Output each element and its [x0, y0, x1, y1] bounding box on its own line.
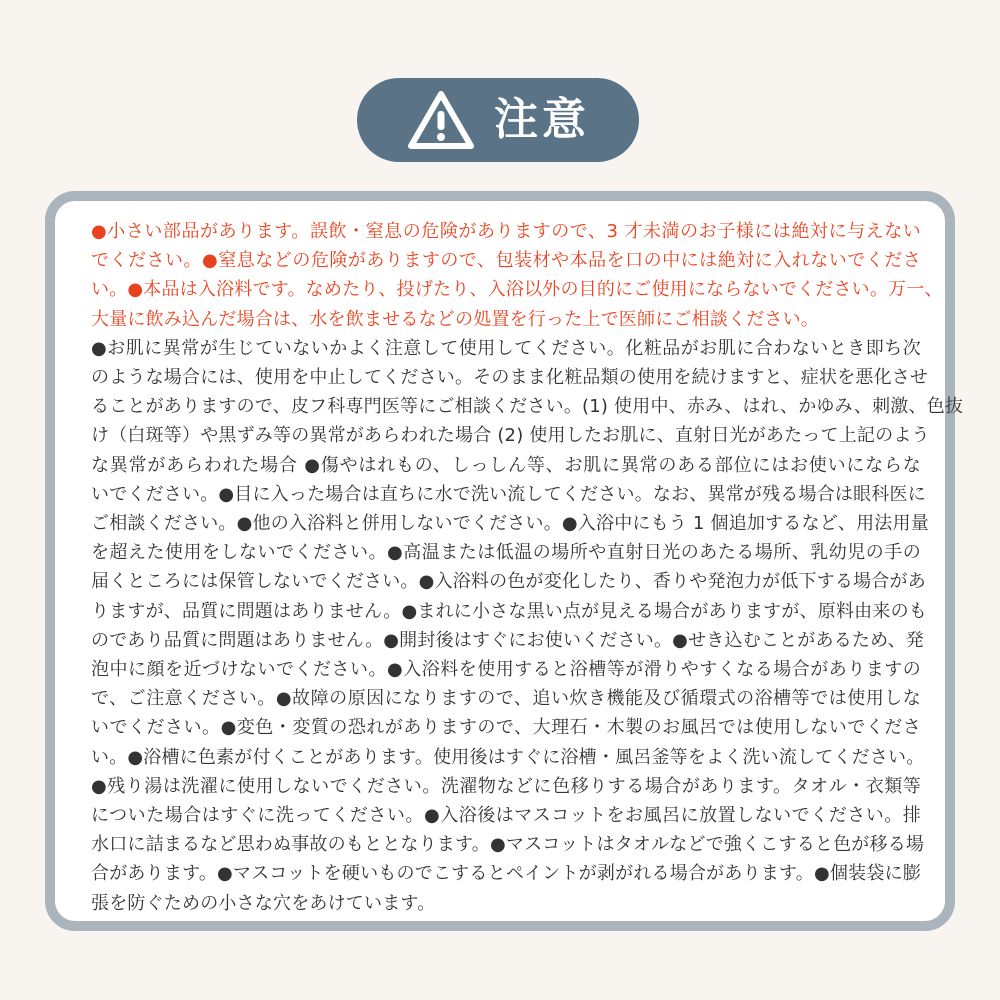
notice-line: け（白斑等）や黒ずみ等の異常があらわれた場合 (2) 使用したお肌に、直射日光があたって上記のよう	[91, 425, 930, 447]
notice-line: いでください。●変色・変質の恐れがありますので、大理石・木製のお風呂では使用しないでくださ	[91, 717, 921, 739]
notice-line: な異常があらわれた場合 ●傷やはれもの、しっしん等、お肌に異常のある部位にはお使いにならな	[91, 454, 921, 476]
header-title: 注意	[494, 94, 590, 145]
notice-line: を超えた使用をしないでください。●高温または低温の場所や直射日光のあたる場所、乳幼児の手の	[91, 542, 921, 564]
warning-triangle-icon	[406, 89, 476, 151]
notice-line: のであり品質に問題はありません。●開封後はすぐにお使いください。●せき込むことがあるため、発	[91, 629, 924, 651]
notice-line: 泡中に顔を近づけないでください。●入浴料を使用すると浴槽等が滑りやすくなる場合がありますの	[91, 659, 921, 681]
notice-line: ●お肌に異常が生じていないかよく注意して使用してください。化粧品がお肌に合わないとき即ち次	[91, 337, 921, 359]
notice-box	[45, 191, 964, 931]
notice-line: りますが、品質に問題はありません。●まれに小さな黒い点が見える場合がありますが、原料由来のも	[91, 600, 927, 622]
warning-header	[357, 78, 639, 162]
notice-line: 届くところには保管しないでください。●入浴料の色が変化したり、香りや発泡力が低下する場合があ	[91, 571, 926, 593]
warning-line: い。●本品は入浴料です。なめたり、投げたり、入浴以外の目的にご使用にならないでください。万一、	[91, 279, 943, 301]
notice-line: ることがありますので、皮フ科専門医等にご相談ください。(1) 使用中、赤み、はれ、かゆみ、刺激、色抜	[91, 396, 964, 418]
notice-line: で、ご注意ください。●故障の原因になりますので、追い炊き機能及び循環式の浴槽等では使用しな	[91, 688, 921, 710]
notice-line: ご相談ください。●他の入浴料と併用しないでください。●入浴中にもう 1 個追加するなど、用法用量	[91, 513, 929, 535]
notice-line: い。●浴槽に色素が付くことがあります。使用後はすぐに浴槽・風呂釜等をよく洗い流してください。	[91, 746, 925, 768]
notice-line: のような場合には、使用を中止してください。そのまま化粧品類の使用を続けますと、症状を悪化させ	[91, 367, 929, 389]
notice-line: いでください。●目に入った場合は直ちに水で洗い流してください。なお、異常が残る場合は眼科医に	[91, 483, 926, 505]
notice-line: 合があります。●マスコットを硬いものでこするとペイントが剥がれる場合があります。●個装袋に膨	[91, 863, 921, 885]
warning-line: 大量に飲み込んだ場合は、水を飲ませるなどの処置を行った上で医師にご相談ください。	[91, 308, 819, 330]
notice-line: 水口に詰まるなど思わぬ事故のもととなります。●マスコットはタオルなどで強くこすると色が移る場	[91, 834, 925, 856]
notice-text	[91, 217, 964, 918]
warning-line: でください。●窒息などの危険がありますので、包装材や本品を口の中には絶対に入れないでくださ	[91, 250, 921, 272]
notice-line: についた場合はすぐに洗ってください。●入浴後はマスコットをお風呂に放置しないでください。排	[91, 805, 921, 827]
warning-line: ●小さい部品があります。誤飲・窒息の危険がありますので、3 才未満のお子様には絶対に与えない	[91, 221, 921, 242]
notice-line: 張を防ぐための小さな穴をあけています。	[91, 892, 436, 914]
notice-line: ●残り湯は洗濯に使用しないでください。洗濯物などに色移りする場合があります。タオル・衣類等	[91, 775, 921, 797]
